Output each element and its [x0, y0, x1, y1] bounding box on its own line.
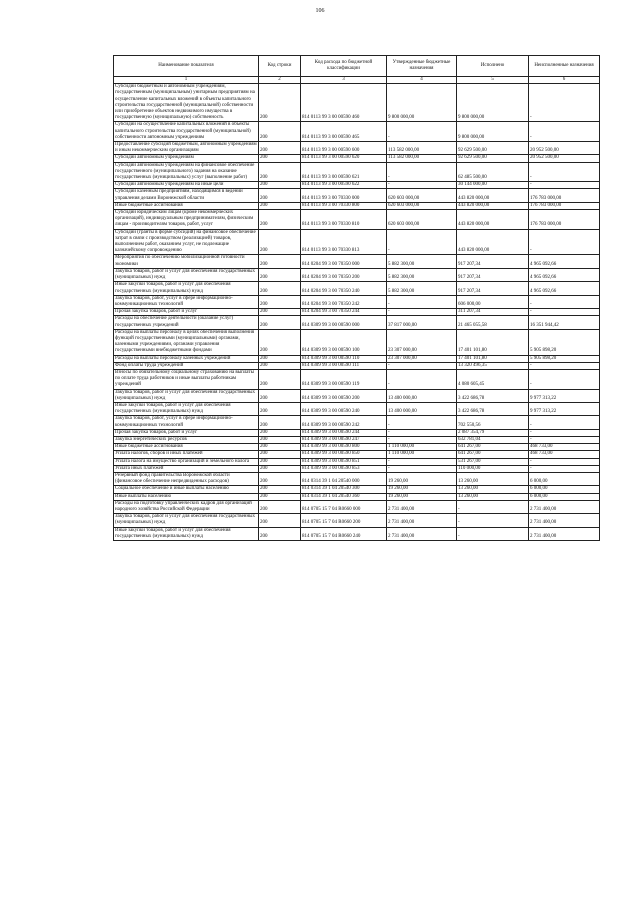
cell-budget-code: 814 0309 99 3 00 00590 100 [301, 329, 387, 355]
cell-remaining: - [529, 429, 600, 436]
header-budget-code: Код расхода по бюджетной классификации [301, 56, 387, 77]
cell-executed: 311 207,34 [457, 309, 529, 316]
cell-indicator-name: Закупка товаров, работ, услуг в сфере информационно-коммуникационных технологий [114, 295, 259, 308]
cell-remaining: 4 965 092,66 [529, 268, 600, 281]
cell-approved: - [387, 458, 457, 465]
cell-remaining: - [529, 122, 600, 142]
cell-remaining: 6 000,00 [529, 493, 600, 500]
cell-line-code: 200 [259, 527, 301, 540]
cell-approved: 23 307 000,00 [387, 355, 457, 362]
cell-executed: 443 820 000,00 [457, 229, 529, 255]
cell-approved: 19 260,00 [387, 486, 457, 493]
column-number: 4 [387, 77, 457, 84]
cell-executed: 606 000,00 [457, 295, 529, 308]
table-row [114, 162, 600, 182]
table-row [114, 84, 600, 122]
cell-approved: - [387, 436, 457, 443]
cell-approved: - [387, 162, 457, 182]
cell-budget-code: 814 0204 99 3 00 70350 242 [301, 295, 387, 308]
cell-remaining: 176 783 000,00 [529, 210, 600, 230]
table-row [114, 142, 600, 155]
cell-line-code: 200 [259, 268, 301, 281]
cell-budget-code: 814 0113 99 3 00 00590 460 [301, 84, 387, 122]
cell-executed: 641 267,00 [457, 444, 529, 451]
cell-executed: 3 422 686,78 [457, 389, 529, 402]
header-approved: Утвержденные бюджетные назначения [387, 56, 457, 77]
cell-remaining: 4 965 092,66 [529, 282, 600, 295]
cell-budget-code: 814 0314 39 1 04 20540 000 [301, 472, 387, 485]
cell-executed: 702 550,56 [457, 416, 529, 429]
cell-indicator-name: Взносы по обязательному социальному страхованию на выплаты по оплате труда работников и иные выплаты работникам учреждений [114, 369, 259, 389]
cell-remaining: 6 000,00 [529, 472, 600, 485]
cell-budget-code: 814 0113 99 3 00 00590 622 [301, 182, 387, 189]
cell-remaining: - [529, 84, 600, 122]
cell-indicator-name: Субсидии юридическим лицам (кроме некоммерческих организаций), индивидуальным предпринимателям, физическим лицам - производителям товаров, работ, услуг [114, 210, 259, 230]
cell-budget-code: 814 0705 15 7 04 R0660 240 [301, 527, 387, 540]
column-number: 5 [457, 77, 529, 84]
header-line-code: Код строки [259, 56, 301, 77]
table-row [114, 189, 600, 202]
cell-indicator-name: Иные бюджетные ассигнования [114, 444, 259, 451]
cell-executed: 443 820 000,00 [457, 210, 529, 230]
table-row [114, 329, 600, 355]
cell-indicator-name: Предоставление субсидий бюджетным, автономным учреждениям и иным некоммерческим организациям [115, 142, 257, 154]
cell-approved: - [387, 416, 457, 429]
cell-remaining: 468 733,00 [529, 444, 600, 451]
header-indicator-name: Наименование показателя [114, 56, 259, 77]
table-row [114, 362, 600, 369]
cell-line-code: 200 [259, 316, 301, 329]
cell-line-code: 200 [259, 155, 301, 162]
cell-budget-code: 814 0113 99 3 00 00590 600 [301, 142, 387, 155]
table-row [114, 500, 600, 513]
cell-budget-code: 814 0113 99 3 00 00590 620 [301, 155, 387, 162]
cell-line-code: 200 [259, 189, 301, 202]
cell-approved: 620 603 000,00 [387, 210, 457, 230]
cell-remaining: 176 783 000,00 [529, 202, 600, 209]
cell-executed: 13 320 496,35 [457, 362, 529, 369]
cell-remaining: 9 977 313,22 [529, 402, 600, 415]
cell-indicator-name: Закупка товаров, работ и услуг для обеспечения государственных (муниципальных) нужд [114, 268, 259, 281]
cell-remaining: - [529, 369, 600, 389]
cell-approved: - [387, 295, 457, 308]
cell-indicator-name: Субсидии автономным учреждениям на финансовое обеспечение государственного (муниципального) задания на оказание государственных (муниципальных) услуг (выполнение работ) [114, 162, 259, 182]
cell-budget-code: 814 0314 39 1 04 20540 300 [301, 486, 387, 493]
cell-indicator-name: Уплата налогов, сборов и иных платежей [114, 451, 259, 458]
cell-indicator-name: Уплата иных платежей [114, 465, 259, 472]
cell-executed: 443 820 000,00 [457, 189, 529, 202]
cell-approved: 2 731 400,00 [387, 527, 457, 540]
cell-remaining: 176 783 000,00 [529, 189, 600, 202]
cell-indicator-name: Закупка товаров, работ, услуг в сфере информационно-коммуникационных технологий [114, 416, 259, 429]
table-row [114, 369, 600, 389]
cell-executed: 62 485 500,00 [457, 162, 529, 182]
table-row [114, 429, 600, 436]
cell-indicator-name: Уплата налога на имущество организаций и земельного налога [114, 458, 259, 465]
table-row [114, 229, 600, 255]
cell-executed: 641 267,00 [457, 451, 529, 458]
table-header-row [114, 56, 600, 77]
table-row [114, 486, 600, 493]
cell-line-code: 200 [259, 122, 301, 142]
cell-budget-code: 814 0113 99 3 00 00590 621 [301, 162, 387, 182]
table-row [114, 295, 600, 308]
table-row [114, 155, 600, 162]
cell-indicator-name: Субсидии (гранты в форме субсидий) на финансовое обеспечение затрат в связи с производством (реализацией) товаров, выполнением работ, оказанием услуг, не подлежащие казначейскому сопровождению [114, 229, 259, 255]
table-row [114, 309, 600, 316]
cell-indicator-name: Иные закупки товаров, работ и услуг для обеспечения государственных (муниципальных) нужд [114, 402, 259, 415]
cell-remaining: 20 952 500,00 [529, 155, 600, 162]
cell-indicator-name: Прочая закупка товаров, работ и услуг [114, 429, 259, 436]
cell-line-code: 200 [259, 444, 301, 451]
cell-budget-code: 814 0309 99 3 00 00590 242 [301, 416, 387, 429]
table-row [114, 458, 600, 465]
cell-executed: - [457, 500, 529, 513]
cell-budget-code: 814 0309 99 3 00 00590 853 [301, 465, 387, 472]
cell-budget-code: 814 0204 99 3 00 70350 244 [301, 309, 387, 316]
cell-indicator-name: Социальное обеспечение и иные выплаты населению [114, 486, 259, 493]
cell-indicator-name: Иные бюджетные ассигнования [114, 202, 259, 209]
cell-approved: 5 882 300,00 [387, 255, 457, 268]
cell-indicator-name: Субсидии на осуществление капитальных вложений в объекты капитального строительства государственной (муниципальной) собственности автономным учреждениям [114, 122, 259, 142]
cell-executed: 92 629 500,00 [457, 142, 529, 155]
table-row [114, 268, 600, 281]
cell-indicator-name: Фонд оплаты труда учреждений [114, 362, 259, 369]
cell-line-code: 200 [259, 282, 301, 295]
cell-indicator-name: Закупка товаров, работ и услуг для обеспечения государственных (муниципальных) нужд [114, 389, 259, 402]
cell-budget-code: 814 0705 15 7 04 R0660 200 [301, 514, 387, 527]
cell-approved: 23 307 000,00 [387, 329, 457, 355]
cell-line-code: 200 [259, 436, 301, 443]
cell-budget-code: 814 0309 99 3 00 00590 800 [301, 444, 387, 451]
cell-approved: 13 400 000,00 [387, 402, 457, 415]
cell-line-code: 200 [259, 429, 301, 436]
cell-line-code: 200 [259, 493, 301, 500]
cell-remaining: 5 905 898,20 [529, 329, 600, 355]
cell-remaining: 5 905 898,20 [529, 355, 600, 362]
cell-line-code: 200 [259, 210, 301, 230]
cell-budget-code: 814 0204 99 3 00 70350 000 [301, 255, 387, 268]
cell-approved: 37 817 000,00 [387, 316, 457, 329]
cell-line-code: 200 [259, 202, 301, 209]
cell-remaining: - [529, 162, 600, 182]
cell-executed: - [457, 527, 529, 540]
header-remaining: Неисполненные назначения [529, 56, 600, 77]
cell-indicator-name: Субсидии автономным учреждениям на иные цели [114, 182, 259, 189]
header-executed: Исполнено [457, 56, 529, 77]
cell-remaining: - [529, 229, 600, 255]
table-row [114, 465, 600, 472]
cell-remaining: - [529, 295, 600, 308]
cell-remaining: - [529, 416, 600, 429]
cell-line-code: 200 [259, 142, 301, 155]
cell-remaining: 4 965 092,66 [529, 255, 600, 268]
cell-indicator-name: Прочая закупка товаров, работ и услуг [114, 309, 259, 316]
cell-indicator-name: Иные закупки товаров, работ и услуг для обеспечения государственных (муниципальных) нужд [114, 282, 259, 295]
cell-line-code: 200 [259, 465, 301, 472]
cell-approved: 113 582 000,00 [387, 155, 457, 162]
table-row [114, 527, 600, 540]
cell-line-code: 200 [259, 369, 301, 389]
cell-remaining: - [529, 182, 600, 189]
cell-line-code: 200 [259, 362, 301, 369]
budget-execution-table [113, 55, 600, 541]
cell-approved: 2 731 400,00 [387, 514, 457, 527]
cell-approved: 620 603 000,00 [387, 202, 457, 209]
table-row [114, 316, 600, 329]
cell-indicator-name: Расходы на выплаты персоналу в целях обеспечения выполнения функций государственными (муниципальными) органами, казенными учреждениями, органами управления государственными внебюджетными фондами [114, 329, 259, 355]
cell-remaining: 20 952 500,00 [529, 142, 600, 155]
cell-remaining: 6 000,00 [529, 486, 600, 493]
cell-indicator-name: Субсидии казенным предприятиям, находящимся в ведении управления делами Воронежской области [114, 189, 259, 202]
cell-line-code: 200 [259, 295, 301, 308]
cell-approved: 620 603 000,00 [387, 189, 457, 202]
table-row [114, 451, 600, 458]
table-row [114, 282, 600, 295]
cell-executed: 917 207,34 [457, 268, 529, 281]
cell-executed: 632 781,04 [457, 436, 529, 443]
cell-approved: - [387, 229, 457, 255]
cell-line-code: 200 [259, 472, 301, 485]
table-row [114, 255, 600, 268]
column-number: 6 [529, 77, 600, 84]
cell-budget-code: 814 0113 99 3 00 70330 800 [301, 202, 387, 209]
cell-executed: 13 260,00 [457, 486, 529, 493]
table-row [114, 122, 600, 142]
cell-indicator-name: Закупка энергетических ресурсов [114, 436, 259, 443]
cell-budget-code: 814 0113 99 3 00 70330 810 [301, 210, 387, 230]
cell-executed: 2 087 354,79 [457, 429, 529, 436]
cell-approved: - [387, 182, 457, 189]
cell-budget-code: 814 0204 99 3 00 70350 200 [301, 268, 387, 281]
cell-budget-code: 814 0204 99 3 00 70350 240 [301, 282, 387, 295]
cell-executed: 3 422 686,78 [457, 402, 529, 415]
column-number: 2 [259, 77, 301, 84]
cell-remaining: 468 733,00 [529, 451, 600, 458]
cell-budget-code: 814 0309 99 3 00 00590 247 [301, 436, 387, 443]
table-row [114, 444, 600, 451]
cell-executed: 9 800 000,00 [457, 122, 529, 142]
cell-line-code: 200 [259, 329, 301, 355]
cell-budget-code: 814 0309 99 3 00 00590 244 [301, 429, 387, 436]
cell-approved: 5 882 300,00 [387, 282, 457, 295]
cell-budget-code: 814 0314 39 1 04 20540 360 [301, 493, 387, 500]
cell-remaining: - [529, 465, 600, 472]
cell-executed: 17 401 101,80 [457, 329, 529, 355]
cell-executed: 110 000,00 [457, 465, 529, 472]
cell-budget-code: 814 0309 99 3 00 00590 200 [301, 389, 387, 402]
cell-approved: 113 582 000,00 [387, 142, 457, 155]
cell-approved: 5 882 300,00 [387, 268, 457, 281]
cell-budget-code: 814 0309 99 3 00 00590 240 [301, 402, 387, 415]
cell-line-code: 200 [259, 389, 301, 402]
table-row [114, 355, 600, 362]
cell-remaining: - [529, 362, 600, 369]
cell-remaining: - [529, 436, 600, 443]
cell-indicator-name: Иные закупки товаров, работ и услуг для обеспечения государственных (муниципальных) нужд [114, 527, 259, 540]
cell-executed: 443 820 000,00 [457, 202, 529, 209]
cell-indicator-name: Резервный фонд правительства Воронежской области (финансовое обеспечение непредвиденных расходов) [114, 472, 259, 485]
cell-line-code: 200 [259, 84, 301, 122]
cell-remaining: 2 731 400,00 [529, 514, 600, 527]
cell-approved: - [387, 362, 457, 369]
cell-remaining: - [529, 309, 600, 316]
column-number: 3 [301, 77, 387, 84]
cell-budget-code: 814 0113 99 3 00 70330 813 [301, 229, 387, 255]
cell-approved: - [387, 369, 457, 389]
table-row [114, 493, 600, 500]
cell-line-code: 200 [259, 500, 301, 513]
cell-executed: 917 207,34 [457, 282, 529, 295]
cell-line-code: 200 [259, 309, 301, 316]
column-number-row [114, 77, 600, 84]
cell-executed: 21 465 055,58 [457, 316, 529, 329]
page-number: 106 [315, 8, 325, 14]
cell-indicator-name: Расходы на выплаты персоналу казенных учреждений [114, 355, 259, 362]
cell-budget-code: 814 0309 99 3 00 00590 851 [301, 458, 387, 465]
cell-indicator-name: Мероприятия по обеспечению мобилизационной готовности экономики [114, 255, 259, 268]
cell-approved: 9 800 000,00 [387, 84, 457, 122]
cell-executed: - [457, 514, 529, 527]
table-row [114, 182, 600, 189]
cell-approved: - [387, 122, 457, 142]
cell-budget-code: 814 0309 99 3 00 00590 110 [301, 355, 387, 362]
table-row [114, 202, 600, 209]
cell-line-code: 200 [259, 458, 301, 465]
cell-executed: 9 800 000,00 [457, 84, 529, 122]
cell-remaining: 9 977 313,22 [529, 389, 600, 402]
cell-budget-code: 814 0309 99 3 00 00590 850 [301, 451, 387, 458]
cell-approved: 2 731 400,00 [387, 500, 457, 513]
cell-executed: 30 144 000,00 [457, 182, 529, 189]
cell-executed: 917 207,34 [457, 255, 529, 268]
cell-remaining: - [529, 458, 600, 465]
table-row [114, 514, 600, 527]
cell-approved: - [387, 429, 457, 436]
cell-line-code: 200 [259, 255, 301, 268]
cell-indicator-name: Закупка товаров, работ и услуг для обеспечения государственных (муниципальных) нужд [114, 514, 259, 527]
cell-executed: 13 260,00 [457, 493, 529, 500]
cell-indicator-name: Иные выплаты населению [114, 493, 259, 500]
cell-executed: 13 260,00 [457, 472, 529, 485]
cell-approved: - [387, 309, 457, 316]
table-body [114, 84, 600, 541]
column-number: 1 [114, 77, 259, 84]
cell-remaining: 2 731 400,00 [529, 500, 600, 513]
table-row [114, 402, 600, 415]
cell-budget-code: 814 0309 99 3 00 00590 000 [301, 316, 387, 329]
cell-approved: 1 110 000,00 [387, 444, 457, 451]
cell-line-code: 200 [259, 402, 301, 415]
cell-executed: 531 267,00 [457, 458, 529, 465]
cell-line-code: 200 [259, 355, 301, 362]
cell-remaining: 2 731 400,00 [529, 527, 600, 540]
cell-approved: 13 400 000,00 [387, 389, 457, 402]
cell-budget-code: 814 0113 99 3 00 00590 465 [301, 122, 387, 142]
cell-budget-code: 814 0309 99 3 00 00590 111 [301, 362, 387, 369]
cell-indicator-name: Субсидии автономным учреждениям [114, 155, 259, 162]
table-row [114, 416, 600, 429]
cell-remaining: 16 351 944,42 [529, 316, 600, 329]
cell-approved: - [387, 465, 457, 472]
cell-line-code: 200 [259, 162, 301, 182]
cell-executed: 92 629 500,00 [457, 155, 529, 162]
table-row [114, 472, 600, 485]
cell-approved: 19 260,00 [387, 472, 457, 485]
cell-line-code: 200 [259, 486, 301, 493]
cell-budget-code: 814 0309 99 3 00 00590 119 [301, 369, 387, 389]
cell-line-code: 200 [259, 416, 301, 429]
cell-approved: 1 110 000,00 [387, 451, 457, 458]
cell-budget-code: 814 0705 15 7 04 R0660 000 [301, 500, 387, 513]
cell-line-code: 200 [259, 182, 301, 189]
table-row [114, 436, 600, 443]
cell-executed: 17 401 101,80 [457, 355, 529, 362]
cell-line-code: 200 [259, 514, 301, 527]
table-row [114, 210, 600, 230]
table-row [114, 389, 600, 402]
cell-approved: 19 260,00 [387, 493, 457, 500]
cell-line-code: 200 [259, 451, 301, 458]
cell-executed: 4 080 605,45 [457, 369, 529, 389]
cell-line-code: 200 [259, 229, 301, 255]
cell-budget-code: 814 0113 99 3 00 70330 000 [301, 189, 387, 202]
cell-indicator-name: Субсидии бюджетным и автономным учреждениям, государственным (муниципальным) унитарным предприятиям на осуществление капитальных вложений в объекты капитального строительства государственной (муниципальной) собственности или приобретение объектов недвижимого имущества в государственную (муниципальную) собственность [114, 84, 259, 122]
cell-indicator-name: Расходы на подготовку управленческих кадров для организаций народного хозяйства Российской Федерации [114, 500, 259, 513]
cell-indicator-name: Расходы на обеспечение деятельности (оказание услуг) государственных учреждений [114, 316, 259, 329]
